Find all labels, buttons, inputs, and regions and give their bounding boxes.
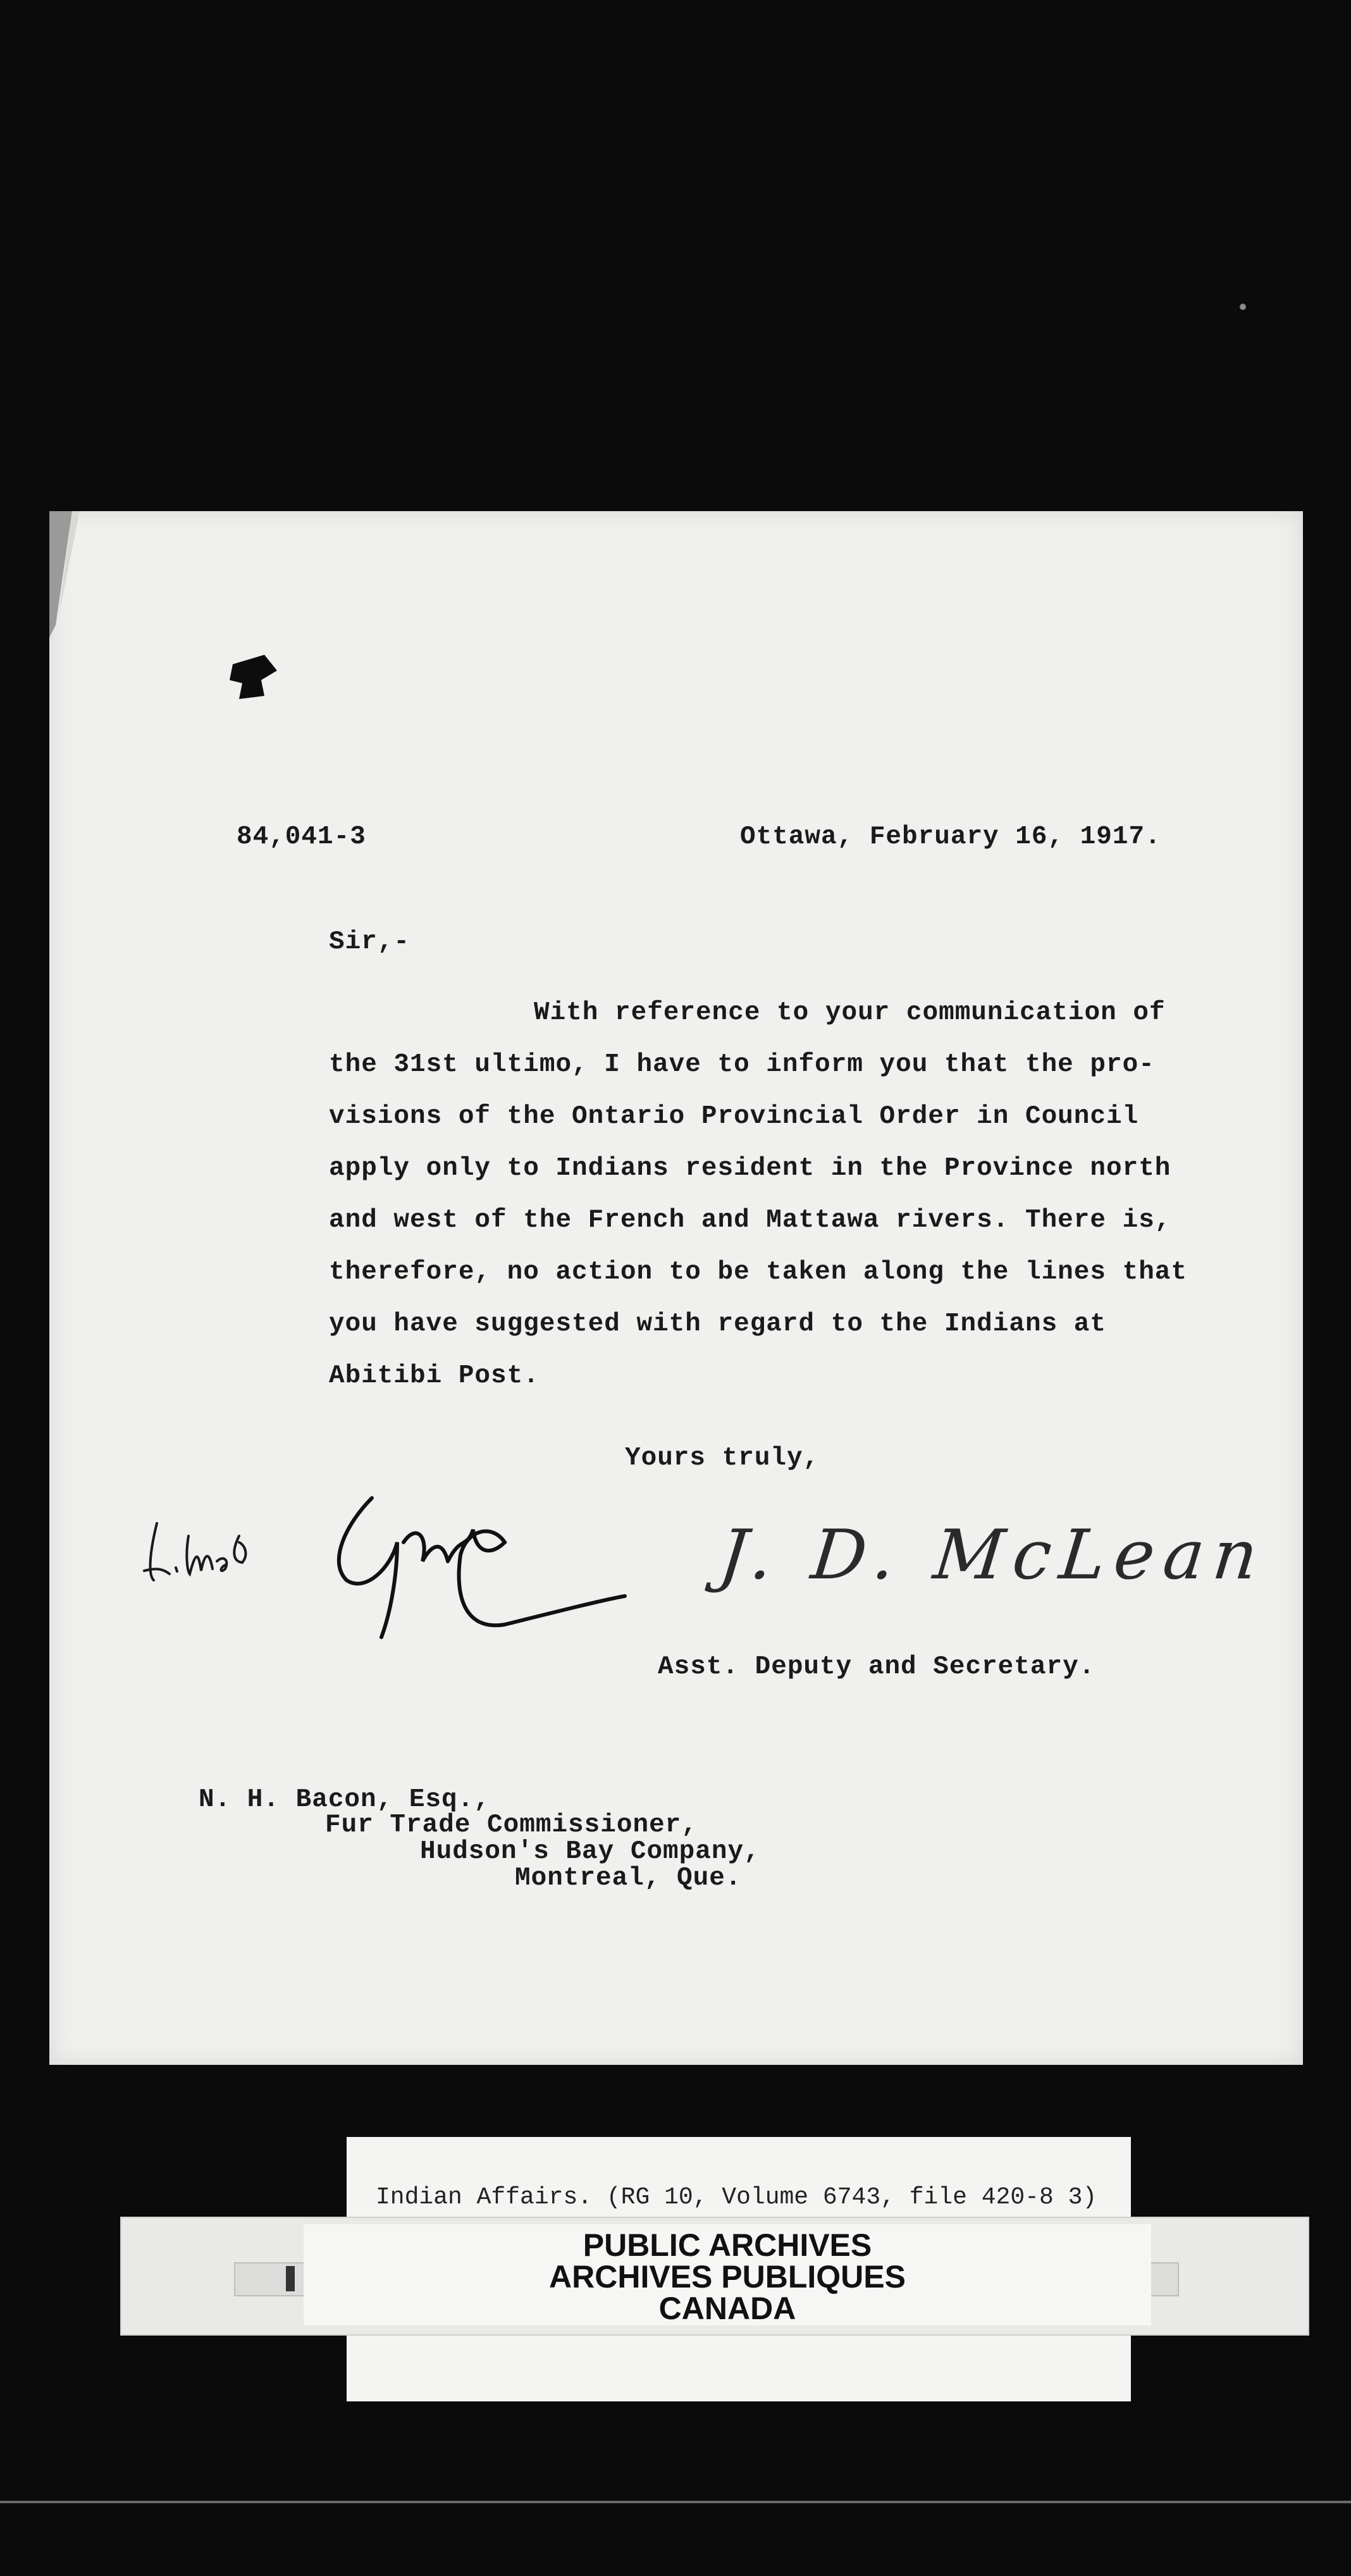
body-line: visions of the Ontario Provincial Order in Council — [329, 1102, 1139, 1131]
body-line: the 31st ultimo, I have to inform you that the pro- — [329, 1050, 1155, 1079]
dateline: Ottawa, February 16, 1917. — [740, 822, 1161, 851]
archive-stamp — [304, 2224, 1151, 2325]
addressee-line-4: Montreal, Que. — [515, 1864, 742, 1893]
body-line: apply only to Indians resident in the Province north — [329, 1154, 1171, 1183]
folded-corner — [49, 511, 125, 638]
archive-reference: Indian Affairs. (RG 10, Volume 6743, file 420-8 3) — [376, 2184, 1097, 2211]
body-line: With reference to your communication of — [534, 998, 1166, 1027]
body-line: and west of the French and Mattawa rivers. There is, — [329, 1206, 1171, 1235]
salutation: Sir,- — [329, 927, 410, 957]
tape-clip-mark-left — [286, 2266, 295, 2291]
signature-name: J. D. McLean — [715, 1516, 1271, 1595]
file-number: 84,041-3 — [237, 822, 366, 851]
closing: Yours truly, — [625, 1444, 820, 1473]
stamp-line-1: PUBLIC ARCHIVES — [583, 2227, 872, 2263]
addressee-line-1: N. H. Bacon, Esq., — [199, 1785, 490, 1814]
stamp-line-3: CANADA — [658, 2291, 796, 2326]
handwritten-signature-flourish — [302, 1473, 694, 1675]
body-line: Abitibi Post. — [329, 1361, 540, 1390]
body-line: you have suggested with regard to the Indians at — [329, 1310, 1106, 1339]
body-line: therefore, no action to be taken along the lines that — [329, 1258, 1188, 1287]
stamp-line-2: ARCHIVES PUBLIQUES — [549, 2259, 906, 2294]
background-speck — [1240, 304, 1246, 310]
addressee-line-2: Fur Trade Commissioner, — [325, 1811, 698, 1840]
signer-title: Asst. Deputy and Secretary. — [658, 1652, 1095, 1681]
ink-blot-mark — [226, 652, 283, 702]
archive-tape-strip — [120, 2217, 1309, 2336]
bottom-rule — [0, 2501, 1351, 2503]
addressee-line-3: Hudson's Bay Company, — [420, 1837, 760, 1866]
letter-sheet — [49, 511, 1303, 2065]
